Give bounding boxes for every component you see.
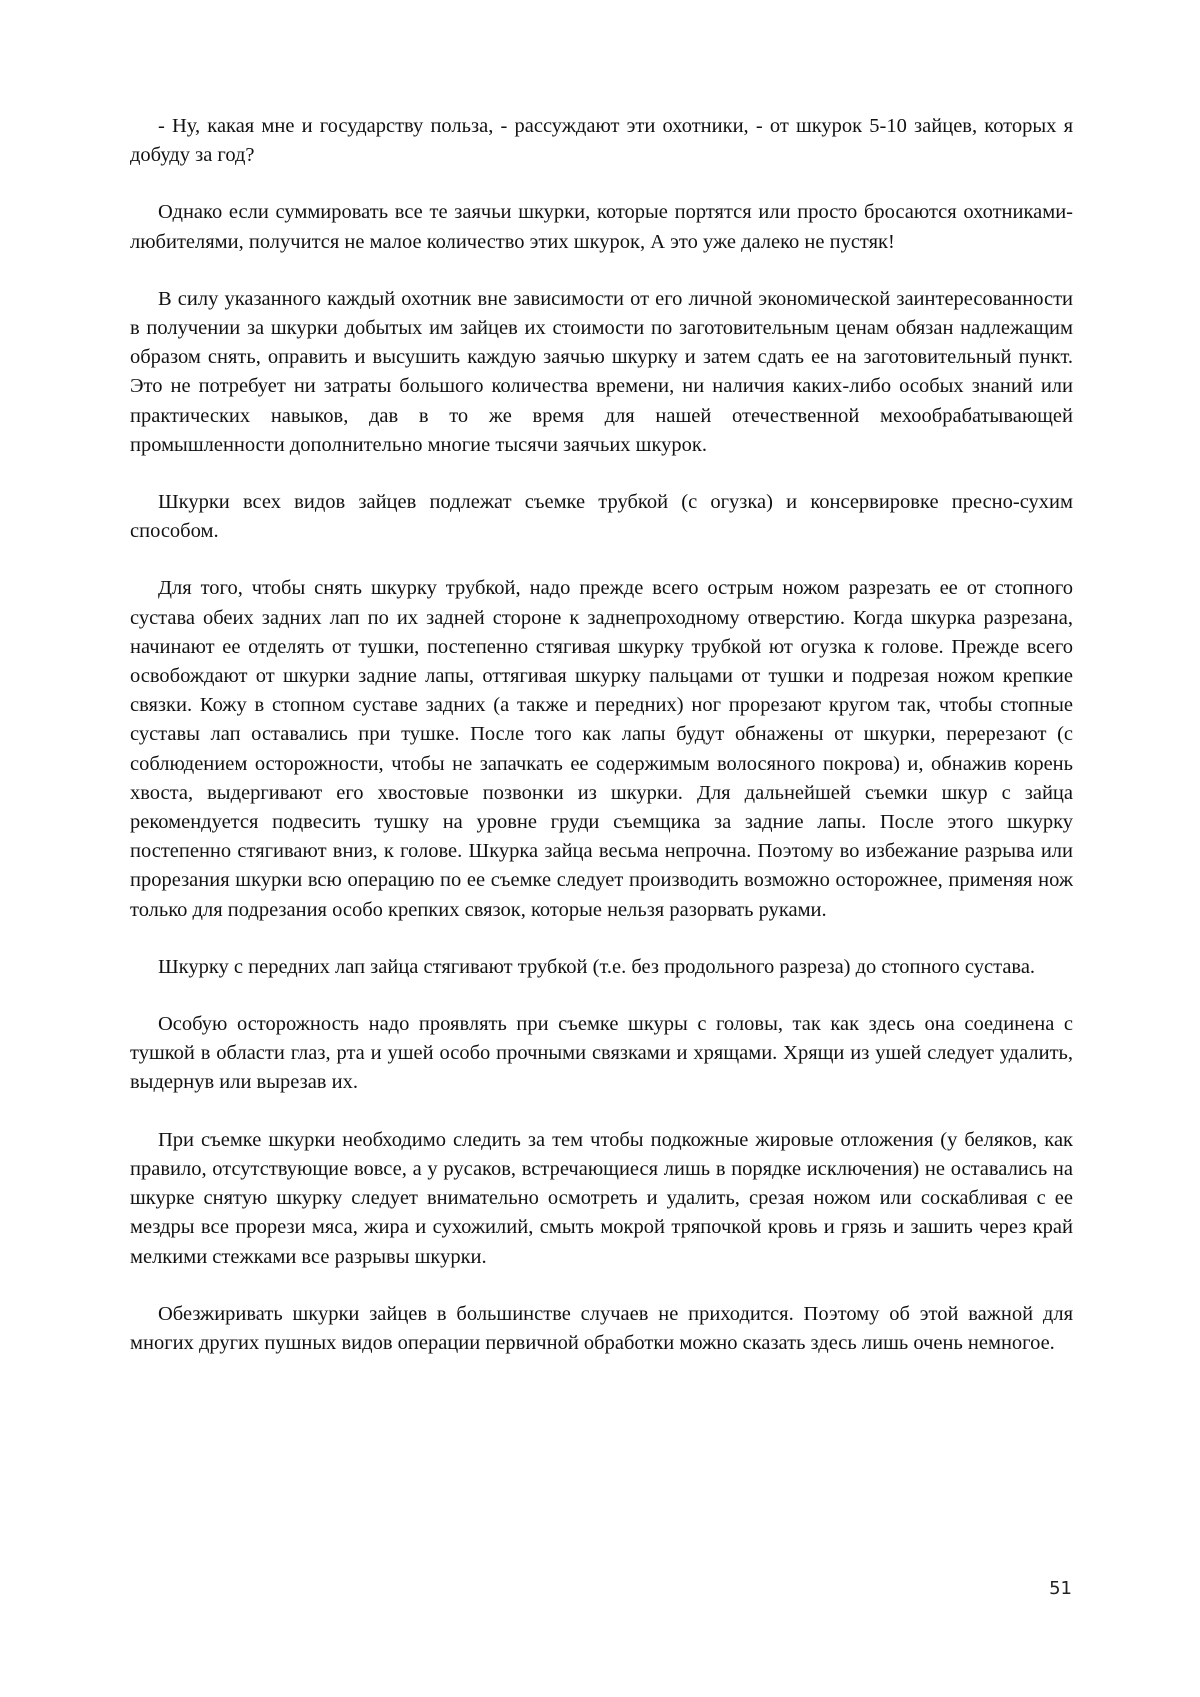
paragraph-5: Для того, чтобы снять шкурку трубкой, надо прежде всего острым ножом разрезать ее от стопного сустава обеих задних лап по их задней стороне к заднепроходному отверстию. Когда шкурка разрезана, начинают ее отделять от тушки, постепенно стягивая шкурку трубкой ют огузка к голове. Прежде всего освобождают от шкурки задние лапы, оттягивая шкурку пальцами от тушки и подрезая ножом крепкие связки. Кожу в стопном суставе задних (а также и передних) ног прорезают кругом так, чтобы стопные суставы лап оставались при тушке. После того как лапы будут обнажены от шкурки, перерезают (с соблюдением осторожности, чтобы не запачкать ее содержимым волосяного покрова) и, обнажив корень хвоста, выдергивают его хвостовые позвонки из шкурки. Для дальнейшей съемки шкур с зайца рекомендуется подвесить тушку на уровне груди съемщика за задние лапы. После этого шкурку постепенно стягивают вниз, к голове. Шкурка зайца весьма непрочна. Поэтому во избежание разрыва или прорезания шкурки всю операцию по ее съемке следует производить возможно осторожнее, применяя нож только для подрезания особо крепких связок, которые нельзя разорвать руками. (130, 577, 1073, 921)
paragraph-6: Шкурку с передних лап зайца стягивают трубкой (т.е. без продольного разреза) до стопного сустава. (158, 955, 1036, 978)
paragraph-8: При съемке шкурки необходимо следить за тем чтобы подкожные жировые отложения (у беляков, как правило, отсутствующие вовсе, а у русаков, встречающиеся лишь в порядке исключения) не оставались на шкурке снятую шкурку следует внимательно осмотреть и удалить, срезая ножом или соскабливая с ее мездры все прорези мяса, жира и сухожилий, смыть мокрой тряпочкой кровь и грязь и зашить через край мелкими стежками все разрывы шкурки. (130, 1128, 1073, 1268)
paragraph-2: Однако если суммировать все те заячьи шкурки, которые портятся или просто бросаются охотниками-любителями, получится не малое количество этих шкурок, А это уже далеко не пустяк! (130, 201, 1073, 253)
body-text (130, 112, 1073, 1386)
page-number: 51 (1049, 1578, 1072, 1599)
paragraph-4: Шкурки всех видов зайцев подлежат съемке трубкой (с огузка) и консервировке пресно-сухим способом. (130, 491, 1073, 543)
paragraph-1: - Ну, какая мне и государству польза, - рассуждают эти охотники, - от шкурок 5-10 зайцев, которых я добуду за год? (130, 115, 1073, 167)
paragraph-7: Особую осторожность надо проявлять при съемке шкуры с головы, так как здесь она соединена с тушкой в области глаз, рта и ушей особо прочными связками и хрящами. Хрящи из ушей следует удалить, выдернув или вырезав их. (130, 1013, 1073, 1094)
paragraph-9: Обезжиривать шкурки зайцев в большинстве случаев не приходится. Поэтому об этой важной для многих других пушных видов операции первичной обработки можно сказать здесь лишь очень немногое. (130, 1302, 1073, 1354)
paragraph-3: В силу указанного каждый охотник вне зависимости от его личной экономической заинтересованности в получении за шкурки добытых им зайцев их стоимости по заготовительным ценам обязан надлежащим образом снять, оправить и высушить каждую заячью шкурку и затем сдать ее на заготовительный пункт. Это не потребует ни затраты большого количества времени, ни наличия каких-либо особых знаний или практических навыков, дав в то же время для нашей отечественной мехообрабатывающей промышленности дополнительно многие тысячи заячьих шкурок. (130, 287, 1073, 456)
